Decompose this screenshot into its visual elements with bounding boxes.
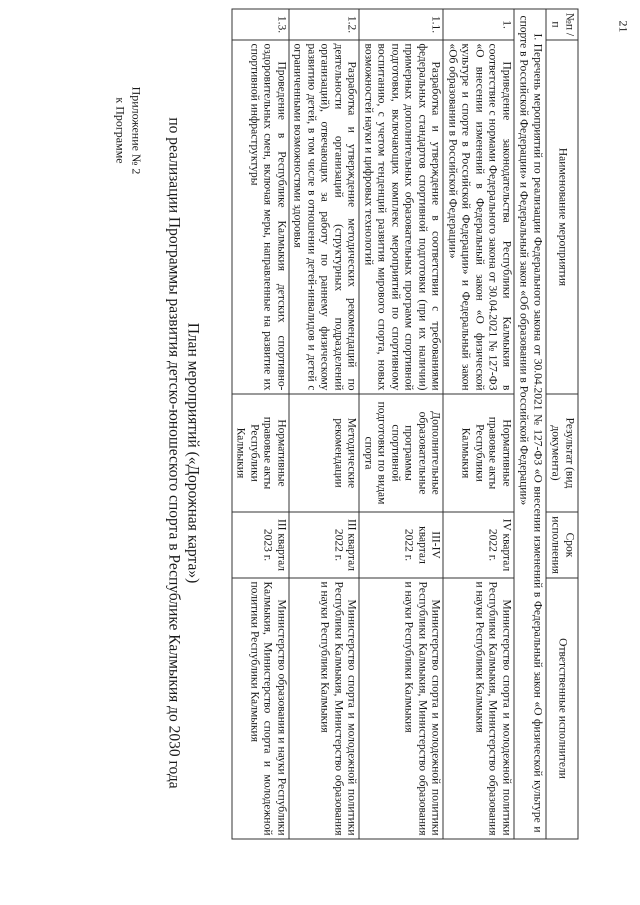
row-number: 1.1.: [359, 9, 443, 40]
row-term: III квартал 2023 г.: [232, 512, 289, 578]
row-executors: Министерство спорта и молодежной политики Республики Калмыкия, Министерство образования и науки Республики Калмыкия: [443, 578, 514, 839]
row-result: Нормативные правовые акты Республики Калмыкия: [232, 394, 289, 512]
table-row: [359, 9, 443, 839]
header-activity: Наименование мероприятия: [546, 40, 578, 394]
roadmap-table: [231, 8, 578, 839]
row-activity: Разработка и утверждение в соответствии с требованиями федеральных стандартов спортивной подготовки (при их наличии) примерных дополнительных образовательных программ спортивной подготовки, включающих комплекс мероприятий по спортивному воспитанию, с учетом тенденций развития мирового спорта, новых возможностей науки и цифровых технологий: [359, 40, 443, 394]
appendix-note: [112, 30, 144, 230]
row-term: III квартал 2022 г.: [289, 512, 360, 578]
row-executors: Министерство спорта и молодежной политики Республики Калмыкия, Министерство образования и науки Республики Калмыкия: [359, 578, 443, 839]
section-title: I. Перечень мероприятий по реализации Федерального закона от 30.04.2021 № 127-ФЗ «О внесении изменений в Федеральный закон «О физической культуре и спорте в Российской Федерации» и Федеральный закон «Об образовании в Российской Федерации»: [514, 9, 546, 839]
row-activity: Приведение законодательства Республики Калмыкия в соответствие с нормами Федерального закона от 30.04.2021 № 127-ФЗ «О внесении изменений в Федеральный закон «О физической культуре и спорте в Российской Федерации» и Федеральный закон «Об образовании в Российской Федерации»: [443, 40, 514, 394]
page-number: 21: [616, 20, 630, 32]
row-term: IV квартал 2022 г.: [443, 512, 514, 578]
row-term: III-IV квартал 2022 г.: [359, 512, 443, 578]
row-activity: Разработка и утверждение методических рекомендаций по деятельности организаций (структурных подразделений организаций), отвечающих за работу по раннему физическому развитию детей, в том числе в отношении детей-инвалидов и детей с ограниченными возможностями здоровья: [289, 40, 360, 394]
header-term: Срок исполнения: [546, 512, 578, 578]
table-row: [232, 9, 289, 839]
row-result: Нормативные правовые акты Республики Калмыкия: [443, 394, 514, 512]
header-number: №п /п: [546, 9, 578, 40]
row-executors: Министерство образования и науки Республики Калмыкия, Министерство спорта и молодежной политики Республики Калмыкия: [232, 578, 289, 839]
table-row: [443, 9, 514, 839]
row-result: Методические рекомендации: [289, 394, 360, 512]
table-row: [289, 9, 360, 839]
document-title: [164, 0, 202, 905]
title-line-1: План мероприятий («Дорожная карта»): [184, 322, 201, 583]
header-executors: Ответственные исполнители: [546, 578, 578, 839]
header-result: Результат (вид документа): [546, 394, 578, 512]
row-number: 1.3.: [232, 9, 289, 40]
title-line-2: по реализации Программы развития детско-юношеского спорта в Республике Калмыкия до 2030 года: [165, 116, 182, 789]
row-number: 1.: [443, 9, 514, 40]
section-row: [514, 9, 546, 839]
row-number: 1.2.: [289, 9, 360, 40]
appendix-line-2: к Программе: [113, 96, 127, 164]
table-header-row: [546, 9, 578, 839]
row-executors: Министерство спорта и молодежной политики Республики Калмыкия, Министерство образования и науки Республики Калмыкия: [289, 578, 360, 839]
row-result: Дополнительные образовательные программы спортивной подготовки по видам спорта: [359, 394, 443, 512]
row-activity: Проведение в Республике Калмыкия детских спортивно-оздоровительных смен, включая меры, направленные на развитие их спортивной инфраструктуры: [232, 40, 289, 394]
appendix-line-1: Приложение № 2: [129, 86, 143, 174]
